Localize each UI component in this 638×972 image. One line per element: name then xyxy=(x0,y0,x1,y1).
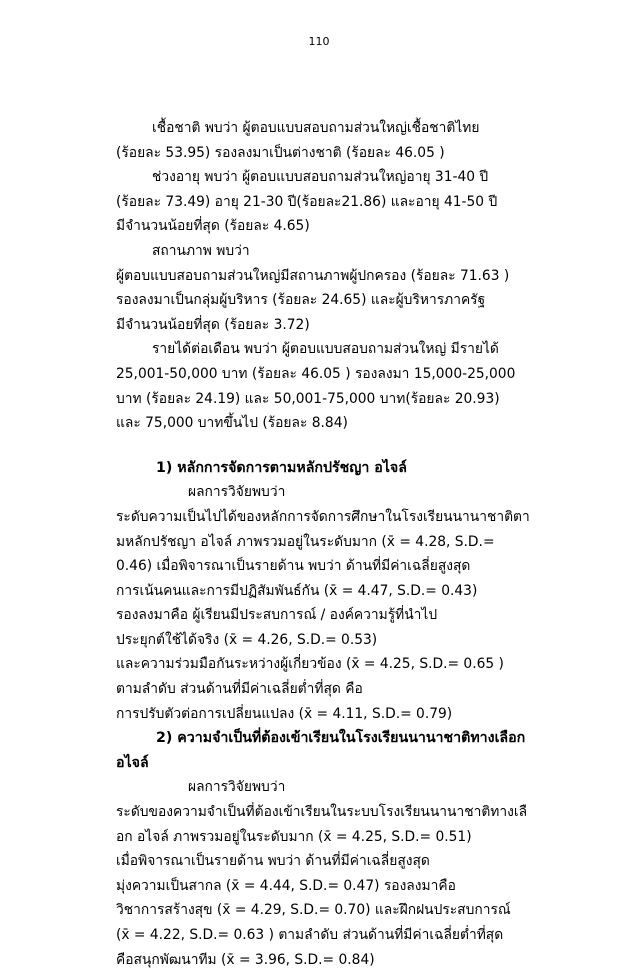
status-line-4: มีจำนวนน้อยที่สุด (ร้อยละ 3.72) xyxy=(116,316,310,333)
income-line-3: บาท (ร้อยละ 24.19) และ 50,001-75,000 บาท(ร้อยละ 20.93) xyxy=(116,390,500,407)
page-body xyxy=(116,116,560,972)
income-line-1: รายได้ต่อเดือน พบว่า ผู้ตอบแบบสอบถามส่วนใหญ่ มีรายได้ xyxy=(152,341,499,358)
age-line-1: ช่วงอายุ พบว่า ผู้ตอบแบบสอบถามส่วนใหญ่อายุ 31-40 ปี xyxy=(152,169,489,186)
section-2-lead: ผลการวิจัยพบว่า xyxy=(188,779,286,796)
section-1-line: 0.46) เมื่อพิจารณาเป็นรายด้าน พบว่า ด้านที่มีค่าเฉลี่ยสูงสุด xyxy=(116,558,471,575)
age-line-3: มีจำนวนน้อยที่สุด (ร้อยละ 4.65) xyxy=(116,218,310,235)
status-line-1: สถานภาพ พบว่า xyxy=(152,242,250,259)
section-1-line: และความร่วมมือกันระหว่างผู้เกี่ยวข้อง (x̄ = 4.25, S.D.= 0.65 ) xyxy=(116,656,504,673)
section-2-heading-cont: อไจล์ xyxy=(116,754,149,771)
section-2-line: ระดับของความจำเป็นที่ต้องเข้าเรียนในระบบโรงเรียนนานาชาติทางเลื xyxy=(116,804,528,821)
section-2-line: วิชาการสร้างสุข (x̄ = 4.29, S.D.= 0.70) และฝึกฝนประสบการณ์ xyxy=(116,902,511,919)
section-1-line: รองลงมาคือ ผู้เรียนมีประสบการณ์ / องค์ความรู้ที่นำไป xyxy=(116,607,438,624)
section-1-heading: 1) หลักการจัดการตามหลักปรัชญา อไจล์ xyxy=(156,459,407,476)
section-1-lead: ผลการวิจัยพบว่า xyxy=(188,484,286,501)
section-1-line: ระดับความเป็นไปได้ของหลักการจัดการศึกษาในโรงเรียนนานาชาติตา xyxy=(116,508,530,525)
income-line-4: และ 75,000 บาทขึ้นไป (ร้อยละ 8.84) xyxy=(116,415,348,432)
page-number: 110 xyxy=(308,35,330,48)
section-1-line: การปรับตัวต่อการเปลี่ยนแปลง (x̄ = 4.11, S.D.= 0.79) xyxy=(116,705,453,722)
age-line-2: (ร้อยละ 73.49) อายุ 21-30 ปี(ร้อยละ21.86) และอายุ 41-50 ปี xyxy=(116,193,498,210)
section-2-line: คือสนุกพัฒนาทีม (x̄ = 3.96, S.D.= 0.84) xyxy=(116,951,375,968)
status-line-2: ผู้ตอบแบบสอบถามส่วนใหญ่มีสถานภาพผู้ปกครอง (ร้อยละ 71.63 ) xyxy=(116,267,510,284)
section-2-line: (x̄ = 4.22, S.D.= 0.63 ) ตามลำดับ ส่วนด้านที่มีค่าเฉลี่ยต่ำที่สุด xyxy=(116,927,504,943)
section-gap xyxy=(116,436,560,456)
section-2-line: อก อไจล์ ภาพรวมอยู่ในระดับมาก (x̄ = 4.25, S.D.= 0.51) xyxy=(116,828,472,845)
income-line-2: 25,001-50,000 บาท (ร้อยละ 46.05 ) รองลงมา 15,000-25,000 xyxy=(116,365,516,382)
section-1-line: มหลักปรัชญา อไจล์ ภาพรวมอยู่ในระดับมาก (x̄ = 4.28, S.D.= xyxy=(116,533,495,550)
section-2-line: มุ่งความเป็นสากล (x̄ = 4.44, S.D.= 0.47) รองลงมาคือ xyxy=(116,877,456,894)
section-1-line: การเน้นคนและการมีปฏิสัมพันธ์กัน (x̄ = 4.47, S.D.= 0.43) xyxy=(116,582,478,599)
section-2-line: เมื่อพิจารณาเป็นรายด้าน พบว่า ด้านที่มีค่าเฉลี่ยสูงสุด xyxy=(116,853,430,870)
section-1-line: ตามลำดับ ส่วนด้านที่มีค่าเฉลี่ยต่ำที่สุด คือ xyxy=(116,681,363,698)
ethnicity-line-1: เชื้อชาติ พบว่า ผู้ตอบแบบสอบถามส่วนใหญ่เชื้อชาติไทย xyxy=(152,120,480,136)
status-line-3: รองลงมาเป็นกลุ่มผู้บริหาร (ร้อยละ 24.65) และผู้บริหารภาครัฐ xyxy=(116,292,486,309)
section-1-line: ประยุกต์ใช้ได้จริง (x̄ = 4.26, S.D.= 0.53) xyxy=(116,631,378,648)
section-2-heading: 2) ความจำเป็นที่ต้องเข้าเรียนในโรงเรียนนานาชาติทางเลือก xyxy=(156,730,526,747)
ethnicity-line-2: (ร้อยละ 53.95) รองลงมาเป็นต่างชาติ (ร้อยละ 46.05 ) xyxy=(116,144,445,161)
